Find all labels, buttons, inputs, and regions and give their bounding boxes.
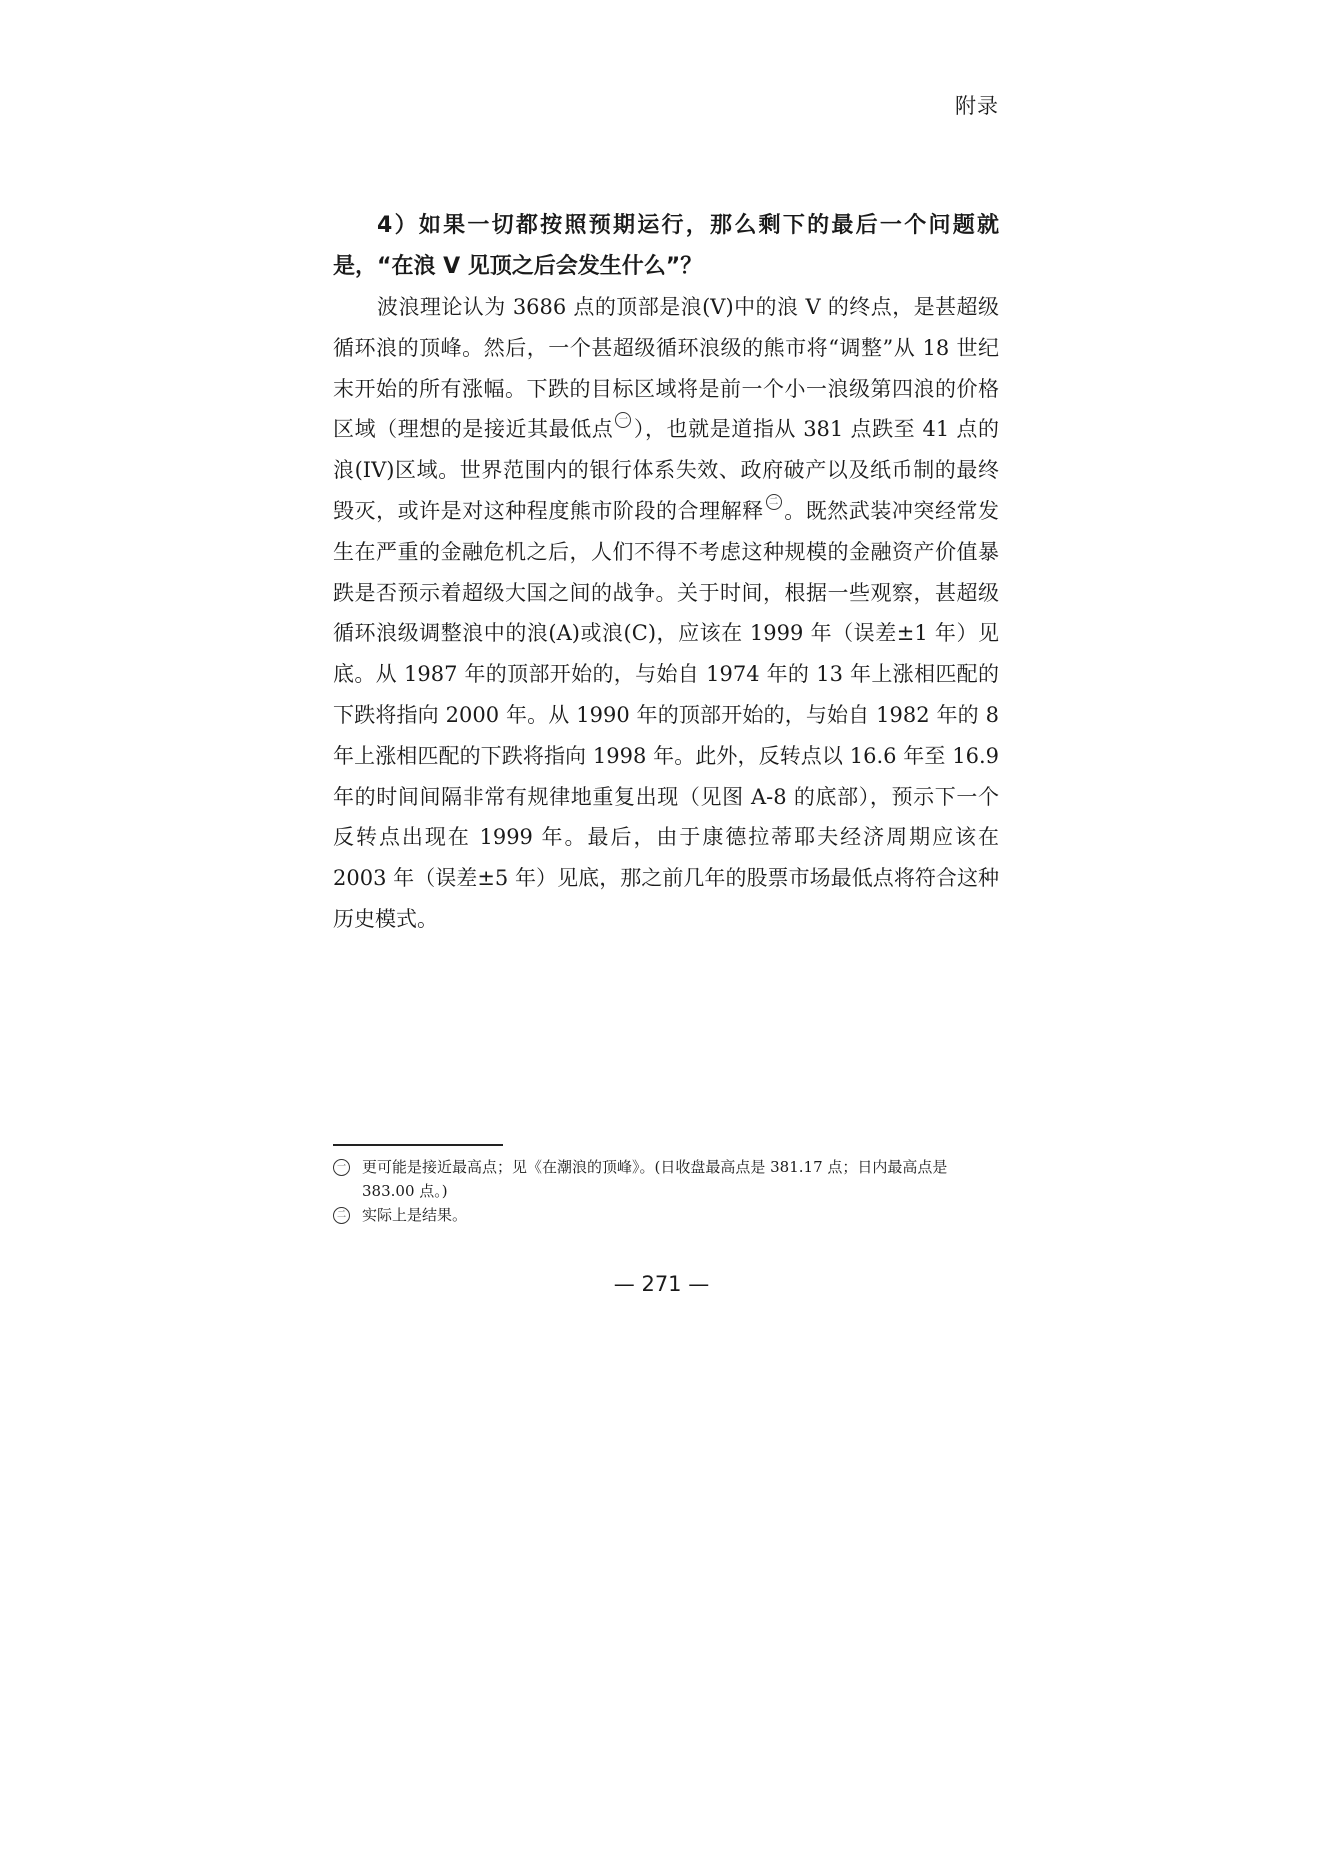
body-text-part-1: 波浪理论认为 3686 点的顶部是浪(V)中的浪 V 的终点，是甚超级循环浪的顶峰。然后，一个甚超级循环浪级的熊市将“调整”从 18 世纪末开始的所有涨幅。下跌的目标区域将是前一个小一浪级第四浪的价格区域（理想的是接近其最低点 [333,295,999,442]
section-heading: 4）如果一切都按照预期运行，那么剩下的最后一个问题就是，“在浪 V 见顶之后会发生什么”？ [333,213,999,279]
footnote-ref-2[interactable]: 二 [766,494,782,510]
footnote-ref-1[interactable]: 一 [615,412,631,428]
footnote-text-2: 实际上是结果。 [362,1206,468,1224]
body-paragraph [333,287,999,940]
footnotes [333,1155,999,1227]
footnote-marker-1: 一 [333,1159,350,1176]
footnote-marker-2: 二 [333,1207,350,1224]
footnote-1 [333,1155,999,1203]
page-number: — 271 — [613,1272,710,1296]
main-content [333,205,999,940]
footnote-text-1: 更可能是接近最高点；见《在潮浪的顶峰》。(日收盘最高点是 381.17 点；日内最高点是 383.00 点。) [362,1158,948,1200]
body-text-part-2: ），也就是道指从 381 点跌至 41 点的浪(IV)区域。世界范围内的银行体系失效、政府破产以及纸币制的最终毁灭，或许是对这种程度熊市阶段的合理解释 [333,417,999,523]
footnote-divider [333,1144,503,1146]
running-head: 附录 [955,94,999,118]
footnote-2 [333,1203,999,1227]
body-text-part-3: 。既然武装冲突经常发生在严重的金融危机之后，人们不得不考虑这种规模的金融资产价值暴跌是否预示着超级大国之间的战争。关于时间，根据一些观察，甚超级循环浪级调整浪中的浪(A)或浪(C)，应该在 1999 年（误差±1 年）见底。从 1987 年的顶部开始的，与始自 1974 年的 13 年上涨相匹配的下跌将指向 2000 年。从 1990 年的顶部开始的，与始自 1982 年的 8 年上涨相匹配的下跌将指向 1998 年。此外，反转点以 16.6 年至 16.9 年的时间间隔非常有规律地重复出现（见图 A-8 的底部），预示下一个反转点出现在 1999 年。最后，由于康德拉蒂耶夫经济周期应该在 2003 年（误差±5 年）见底，那之前几年的股票市场最低点将符合这种历史模式。 [333,498,1000,931]
